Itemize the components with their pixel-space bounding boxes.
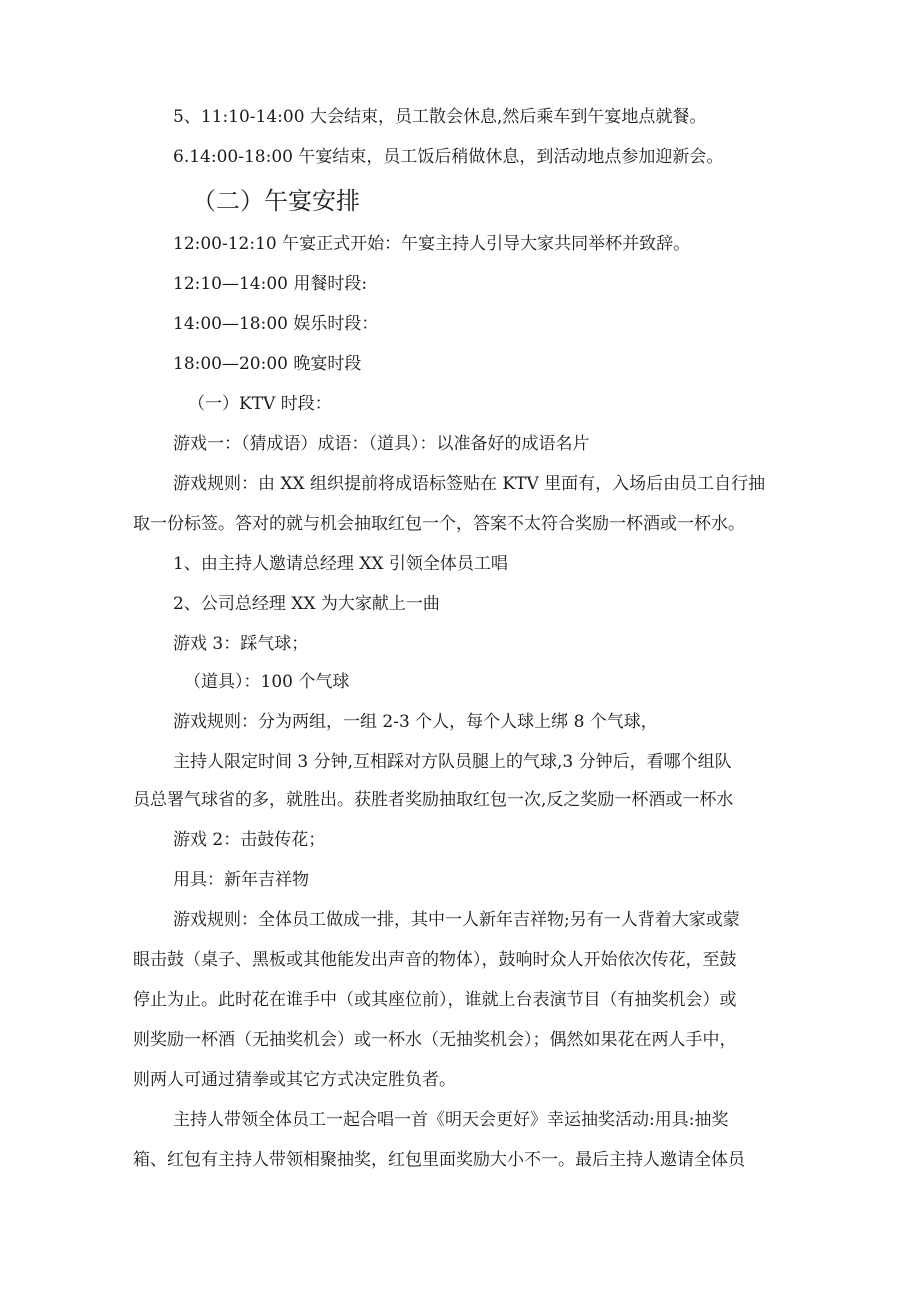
section-heading-lunch: （二）午宴安排: [192, 187, 360, 215]
game-two-props-line: 用具：新年吉祥物: [173, 870, 309, 890]
lottery-line-1: 主持人带领全体员工一起合唱一首《明天会更好》幸运抽奖活动:用具:抽奖: [173, 1110, 729, 1130]
game-two-line: 游戏 2：击鼓传花；: [173, 830, 326, 850]
lunch-start-line: 12:00-12:10 午宴正式开始：午宴主持人引导大家共同举杯并致辞。: [173, 234, 691, 254]
host-invite-line: 1、由主持人邀请总经理 XX 引领全体员工唱: [173, 554, 508, 574]
schedule-item-5: 5、11:10-14:00 大会结束，员工散会休息,然后乘车到午宴地点就餐。: [173, 107, 707, 127]
dinner-period-line: 18:00—20:00 晚宴时段: [173, 354, 362, 374]
game-one-rules-line-2: 取一份标签。答对的就与机会抽取红包一个，答案不太符合奖励一杯酒或一杯水。: [133, 514, 745, 534]
ktv-subheading: （一）KTV 时段：: [188, 394, 332, 414]
game-two-rules-line-3: 停止为止。此时花在谁手中（或其座位前），谁就上台表演节目（有抽奖机会）或: [133, 990, 737, 1010]
schedule-item-6: 6.14:00-18:00 午宴结束，员工饭后稍做休息，到活动地点参加迎新会。: [173, 147, 724, 167]
game-three-line: 游戏 3：踩气球；: [173, 634, 309, 654]
manager-song-line: 2、公司总经理 XX 为大家献上一曲: [173, 594, 440, 614]
game-two-rules-line-5: 则两人可通过猜拳或其它方式决定胜负者。: [133, 1070, 456, 1090]
game-two-rules-line-2: 眼击鼓（桌子、黑板或其他能发出声音的物体），鼓响时众人开始依次传花，至鼓: [133, 950, 737, 970]
game-one-rules-line-1: 游戏规则：由 XX 组织提前将成语标签贴在 KTV 里面有，入场后由员工自行抽: [173, 474, 766, 494]
game-two-rules-line-4: 则奖励一杯酒（无抽奖机会）或一杯水（无抽奖机会）；偶然如果花在两人手中，: [133, 1030, 737, 1050]
game-one-line: 游戏一：（猜成语）成语：（道具）：以准备好的成语名片: [173, 434, 590, 454]
game-three-props-line: （道具）：100 个气球: [184, 672, 350, 692]
dining-period-line: 12:10—14:00 用餐时段:: [173, 274, 368, 294]
lottery-line-2: 箱、红包有主持人带领相聚抽奖，红包里面奖励大小不一。最后主持人邀请全体员: [133, 1150, 745, 1170]
game-three-rules-line-1: 游戏规则：分为两组，一组 2-3 个人，每个人球上绑 8 个气球，: [173, 712, 658, 732]
game-three-rules-line-2: 主持人限定时间 3 分钟,互相踩对方队员腿上的气球,3 分钟后，看哪个组队: [173, 752, 732, 772]
entertainment-period-line: 14:00—18:00 娱乐时段：: [173, 314, 379, 334]
game-two-rules-line-1: 游戏规则：全体员工做成一排，其中一人新年吉祥物;另有一人背着大家或蒙: [173, 910, 740, 930]
game-three-rules-line-3: 员总署气球省的多，就胜出。获胜者奖励抽取红包一次,反之奖励一杯酒或一杯水: [133, 790, 734, 810]
